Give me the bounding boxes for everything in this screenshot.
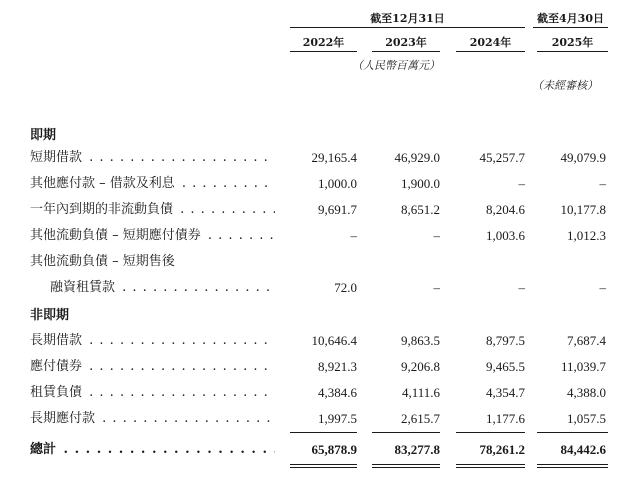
- row-label: 應付債券 . . .: [30, 356, 275, 378]
- header-group-apr30-rule: [533, 27, 608, 28]
- row-value-2023: 46,929.0: [394, 150, 440, 165]
- header-group-dec31: 截至12月31日: [370, 12, 445, 25]
- subtotal-rule-2025: [537, 432, 608, 433]
- header-year-2022-rule: [290, 51, 357, 52]
- row-label: 長期應付款 . . .: [30, 408, 275, 430]
- row-value-2025: 10,177.8: [560, 202, 606, 217]
- table-row-finance-lease-payables: [0, 277, 640, 299]
- row-label: 短期借款 . . .: [30, 147, 275, 169]
- subtotal-rule-2023: [372, 432, 440, 433]
- table-row-long-term-payables: [0, 408, 640, 430]
- header-year-2025-rule: [537, 51, 608, 52]
- row-value-2024: –: [518, 280, 525, 295]
- row-label: 租賃負債 . . .: [30, 382, 275, 404]
- row-value-2024: –: [518, 176, 525, 191]
- total-double-rule-2023-a: [372, 464, 440, 465]
- total-double-rule-2024-b: [456, 467, 525, 468]
- row-value-2022: 10,646.4: [311, 333, 357, 348]
- table-row-total: [0, 439, 640, 461]
- row-value-2022: 1,000.0: [318, 176, 357, 191]
- row-value-2025: 7,687.4: [567, 333, 606, 348]
- row-value-2024: 8,204.6: [486, 202, 525, 217]
- row-value-2024: 4,354.7: [486, 385, 525, 400]
- section-current-title: 即期: [30, 128, 57, 143]
- row-value-2023: 83,277.8: [394, 442, 440, 457]
- row-value-2025: 84,442.6: [560, 442, 606, 457]
- total-double-rule-2024-a: [456, 464, 525, 465]
- row-value-2025: 11,039.7: [560, 359, 606, 374]
- table-row-short-term-sale-leaseback-line1: [0, 251, 640, 273]
- table-row-short-term-borrowings: [0, 147, 640, 169]
- table-row-current-portion-non-current-liabilities: [0, 199, 640, 221]
- header-year-2022: 2022年: [302, 36, 345, 49]
- row-value-2025: 1,057.5: [567, 411, 606, 426]
- row-value-2023: 2,615.7: [401, 411, 440, 426]
- header-year-2024-rule: [456, 51, 525, 52]
- total-double-rule-2025-a: [537, 464, 608, 465]
- total-double-rule-2023-b: [372, 467, 440, 468]
- row-value-2022: 8,921.3: [318, 359, 357, 374]
- row-value-2024: 1,177.6: [486, 411, 525, 426]
- table-row-other-payables-borrowings-interest: [0, 173, 640, 195]
- row-value-2025: –: [599, 176, 606, 191]
- row-value-2025: 4,388.0: [567, 385, 606, 400]
- row-label: 一年內到期的非流動負債 . . .: [30, 199, 275, 221]
- total-double-rule-2022-b: [290, 467, 357, 468]
- row-value-2022: 9,691.7: [318, 202, 357, 217]
- row-label: 總計 . . .: [30, 439, 275, 461]
- table-row-short-term-bonds-payable: [0, 225, 640, 247]
- row-label: 長期借款 . . .: [30, 330, 275, 352]
- row-value-2023: 9,863.5: [401, 333, 440, 348]
- row-value-2023: 4,111.6: [401, 385, 440, 400]
- row-value-2023: 9,206.8: [401, 359, 440, 374]
- row-value-2025: 1,012.3: [567, 228, 606, 243]
- row-value-2023: 1,900.0: [401, 176, 440, 191]
- row-label: 其他流動負債 – 短期應付債券 . . .: [30, 225, 275, 247]
- header-year-2025: 2025年: [551, 36, 594, 49]
- row-value-2023: –: [433, 228, 440, 243]
- row-label: 其他流動負債 – 短期售後: [30, 254, 175, 269]
- row-value-2024: 1,003.6: [486, 228, 525, 243]
- row-value-2022: 29,165.4: [311, 150, 357, 165]
- row-value-2024: 78,261.2: [479, 442, 525, 457]
- row-value-2022: 65,878.9: [311, 442, 357, 457]
- row-value-2022: 72.0: [334, 280, 357, 295]
- row-value-2025: 49,079.9: [560, 150, 606, 165]
- row-value-2025: –: [599, 280, 606, 295]
- table-row-long-term-borrowings: [0, 330, 640, 352]
- row-value-2023: –: [433, 280, 440, 295]
- subtotal-rule-2022: [290, 432, 357, 433]
- row-value-2023: 8,651.2: [401, 202, 440, 217]
- subtotal-rule-2024: [456, 432, 525, 433]
- row-label: 融資租賃款 . . .: [50, 277, 275, 299]
- section-non-current-title: 非即期: [30, 308, 70, 323]
- row-label: 其他應付款 – 借款及利息 . . .: [30, 173, 275, 195]
- unit-note: （人民幣百萬元）: [352, 59, 440, 72]
- total-double-rule-2025-b: [537, 467, 608, 468]
- header-group-dec31-rule: [290, 27, 525, 28]
- unaudited-note: （未經審核）: [532, 79, 598, 92]
- row-value-2022: 1,997.5: [318, 411, 357, 426]
- header-year-2023: 2023年: [385, 36, 427, 49]
- header-group-apr30: 截至4月30日: [537, 12, 604, 25]
- total-double-rule-2022-a: [290, 464, 357, 465]
- row-value-2024: 8,797.5: [486, 333, 525, 348]
- row-value-2022: –: [350, 228, 357, 243]
- header-year-2023-rule: [372, 51, 440, 52]
- row-value-2024: 45,257.7: [479, 150, 525, 165]
- header-year-2024: 2024年: [469, 36, 512, 49]
- table-row-bonds-payable: [0, 356, 640, 378]
- row-value-2022: 4,384.6: [318, 385, 357, 400]
- row-value-2024: 9,465.5: [486, 359, 525, 374]
- table-row-lease-liabilities: [0, 382, 640, 404]
